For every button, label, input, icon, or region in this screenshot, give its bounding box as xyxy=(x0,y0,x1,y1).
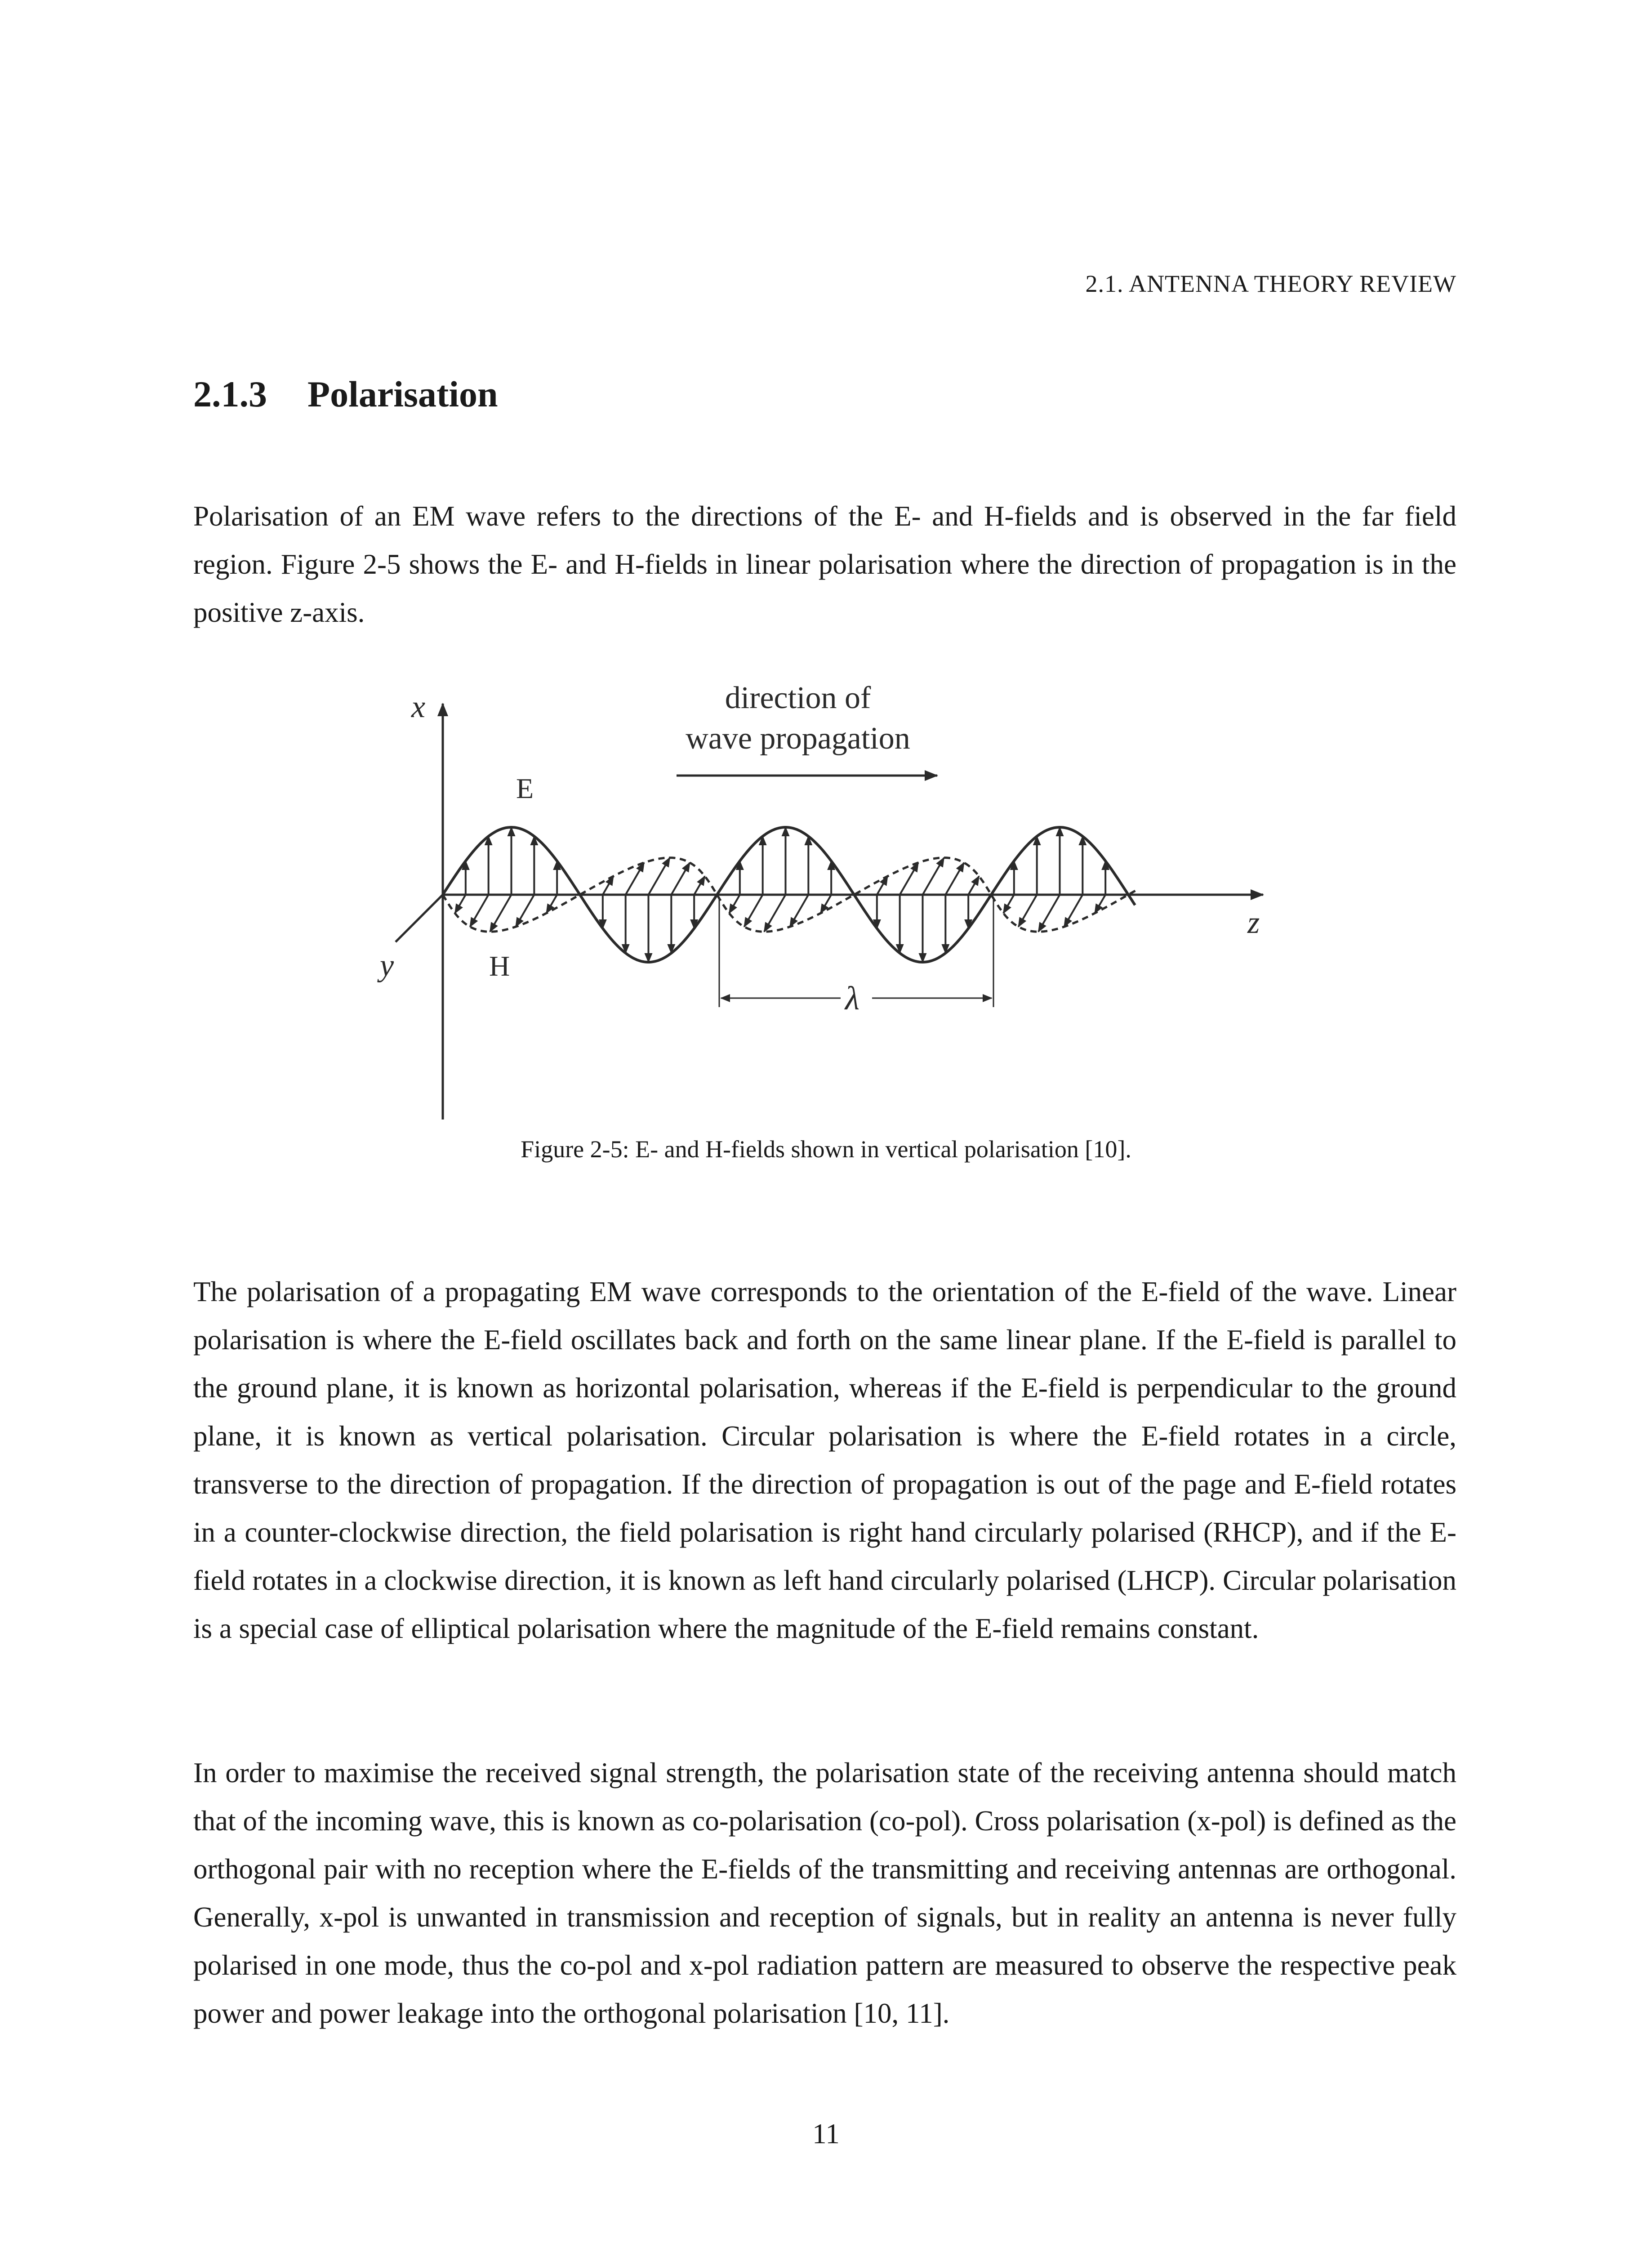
h-field-vector xyxy=(626,863,644,895)
section-title: Polarisation xyxy=(307,374,498,415)
h-field-vector xyxy=(1038,895,1060,932)
y-axis-label: y xyxy=(380,948,394,983)
h-field-vector xyxy=(649,858,670,895)
h-field-vector xyxy=(820,895,831,913)
propagation-label-line2: wave propagation xyxy=(686,721,910,756)
h-field-vector xyxy=(968,876,979,895)
h-field-vector xyxy=(603,876,614,895)
h-field-vector xyxy=(490,895,512,932)
em-wave-diagram xyxy=(0,670,1652,1187)
paragraph-co-cross-pol: In order to maximise the received signal strength, the polarisation state of the receiving antenna should match that of the incoming wave, this is known as co-polarisation (co-pol). Cross polarisation (x-pol) is defined as the orthogonal pair with no reception where the E-fields of the transmitting and receiving antennas are orthogonal. Generally, x-pol is unwanted in transmission and reception of signals, but in reality an antenna is never fully polarised in one mode, thus the co-pol and x-pol radiation pattern are measured to observe the respective peak power and power leakage into the orthogonal polarisation [10, 11]. xyxy=(193,1757,1456,2029)
h-field-vector xyxy=(1064,895,1082,927)
h-field-label: H xyxy=(489,950,510,982)
h-field-vector xyxy=(764,895,786,932)
running-head: 2.1. ANTENNA THEORY REVIEW xyxy=(1085,270,1456,297)
section-heading xyxy=(193,373,498,415)
h-field-vector xyxy=(900,863,918,895)
figure-caption: Figure 2-5: E- and H-fields shown in vertical polarisation [10]. xyxy=(521,1136,1131,1163)
h-field-vector xyxy=(923,858,944,895)
h-field-vector xyxy=(1019,895,1037,927)
y-axis xyxy=(396,895,443,942)
paragraph-polarisation-types: The polarisation of a propagating EM wave corresponds to the orientation of the E-field of the wave. Linear polarisation is where the E-field oscillates back and forth on the same linear plane. If the E-field is parallel to the ground plane, it is known as horizontal polarisation, whereas if the E-field is perpendicular to the ground plane, it is known as vertical polarisation. Circular polarisation is where the E-field rotates in a circle, transverse to the direction of propagation. If the direction of propagation is out of the page and E-field rotates in a counter-clockwise direction, the field polarisation is right hand circularly polarised (RHCP), and if the E-field rotates in a clockwise direction, it is known as left hand circularly polarised (LHCP). Circular polarisation is a special case of elliptical polarisation where the magnitude of the E-field remains constant. xyxy=(193,1276,1456,1644)
propagation-label-line1: direction of xyxy=(725,681,871,715)
h-field-vector xyxy=(1095,895,1105,913)
x-axis-label: x xyxy=(411,690,426,724)
h-field-vector xyxy=(516,895,534,927)
h-field-vector xyxy=(546,895,557,913)
h-field-vector xyxy=(877,876,888,895)
section-number: 2.1.3 xyxy=(193,374,267,415)
z-axis-label: z xyxy=(1247,905,1260,940)
h-field-vector xyxy=(744,895,763,927)
e-field-label: E xyxy=(516,772,534,804)
h-field-vector xyxy=(470,895,489,927)
h-field-vector xyxy=(790,895,808,927)
page-number: 11 xyxy=(812,2118,840,2150)
h-field-vector xyxy=(671,863,690,895)
paragraph-intro: Polarisation of an EM wave refers to the directions of the E- and H-fields and is observed in the far field region. Figure 2-5 shows the E- and H-fields in linear polarisation where the direction of propagation is in the positive z-axis. xyxy=(193,500,1456,628)
h-field-vector xyxy=(1003,895,1014,913)
h-field-vector xyxy=(729,895,740,913)
h-field-vector xyxy=(694,876,705,895)
h-field-vector xyxy=(945,863,964,895)
wavelength-label: λ xyxy=(845,980,860,1017)
figure-em-wave xyxy=(0,670,1652,1187)
h-field-vector xyxy=(455,895,466,913)
